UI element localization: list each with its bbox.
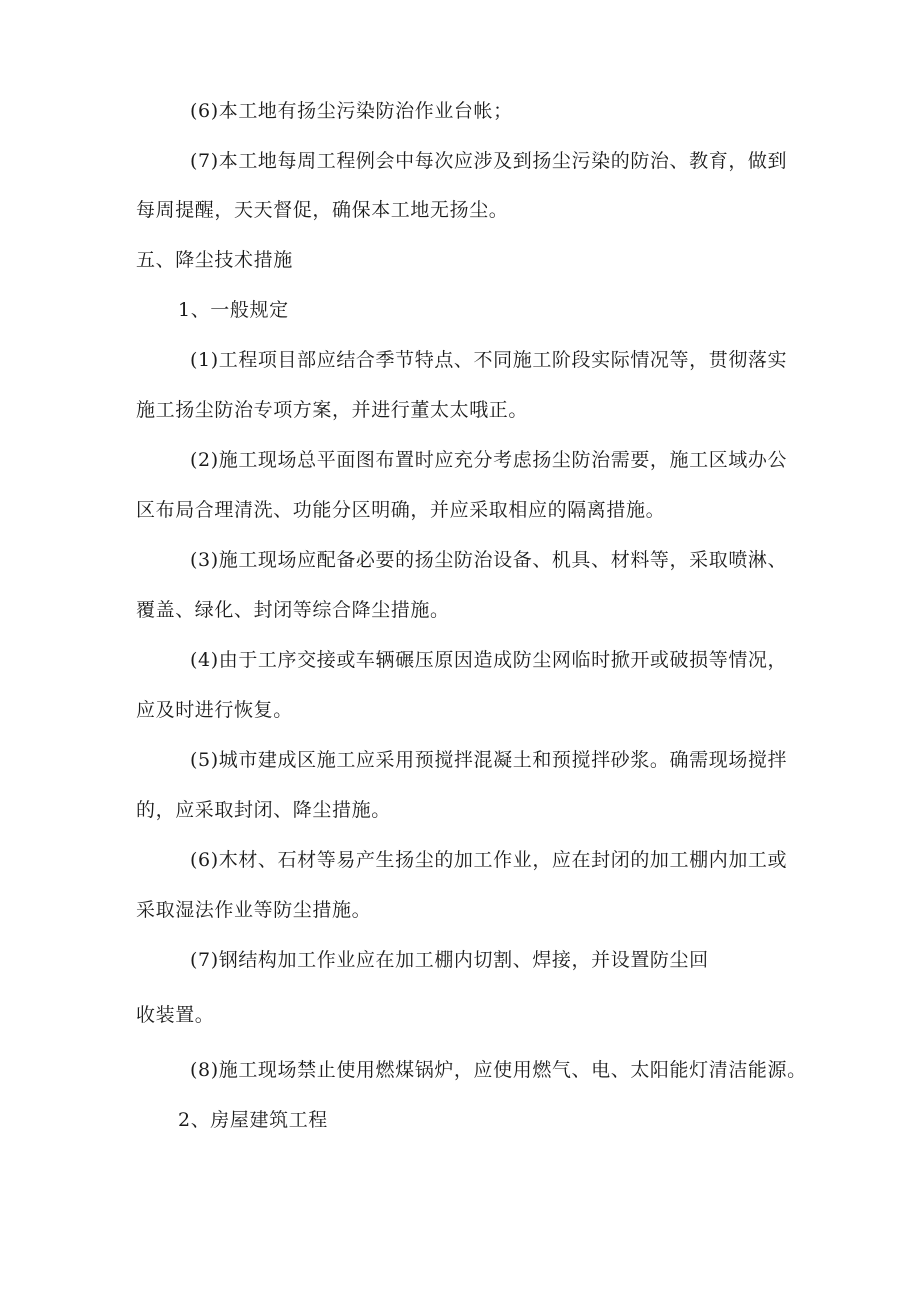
text-line: (7)钢结构加工作业应在加工棚内切割、焊接，并设置防尘回 <box>190 949 709 971</box>
text-line: (8)施工现场禁止使用燃煤锅炉，应使用燃气、电、太阳能灯清洁能源。 <box>190 1059 807 1081</box>
text-line: (6)木材、石材等易产生扬尘的加工作业，应在封闭的加工棚内加工或 <box>190 849 788 871</box>
text-line: (1)工程项目部应结合季节特点、不同施工阶段实际情况等，贯彻落实 <box>190 349 788 371</box>
text-line: 的，应采取封闭、降尘措施。 <box>136 799 391 821</box>
text-line: 施工扬尘防治专项方案，并进行董太太哦正。 <box>136 399 529 421</box>
section-heading: 五、降尘技术措施 <box>136 249 293 271</box>
text-line: (3)施工现场应配备必要的扬尘防治设备、机具、材料等，采取喷淋、 <box>190 549 788 571</box>
text-line: (4)由于工序交接或车辆碾压原因造成防尘网临时掀开或破损等情况， <box>190 649 788 671</box>
subsection-heading: 1、一般规定 <box>178 299 289 321</box>
text-line: 收装置。 <box>136 1004 215 1026</box>
text-line: (5)城市建成区施工应采用预搅拌混凝土和预搅拌砂浆。确需现场搅拌 <box>190 749 788 771</box>
text-line: 每周提醒，天天督促，确保本工地无扬尘。 <box>136 199 509 221</box>
text-line: (2)施工现场总平面图布置时应充分考虑扬尘防治需要，施工区域办公 <box>190 449 788 471</box>
text-line: 区布局合理清洗、功能分区明确，并应采取相应的隔离措施。 <box>136 499 666 521</box>
text-line: 应及时进行恢复。 <box>136 699 293 721</box>
text-line: (7)本工地每周工程例会中每次应涉及到扬尘污染的防治、教育，做到 <box>190 150 788 172</box>
text-line: 采取湿法作业等防尘措施。 <box>136 899 372 921</box>
text-line: (6)本工地有扬尘污染防治作业台帐； <box>190 100 513 122</box>
text-line: 覆盖、绿化、封闭等综合降尘措施。 <box>136 599 450 621</box>
subsection-heading: 2、房屋建筑工程 <box>178 1109 328 1131</box>
